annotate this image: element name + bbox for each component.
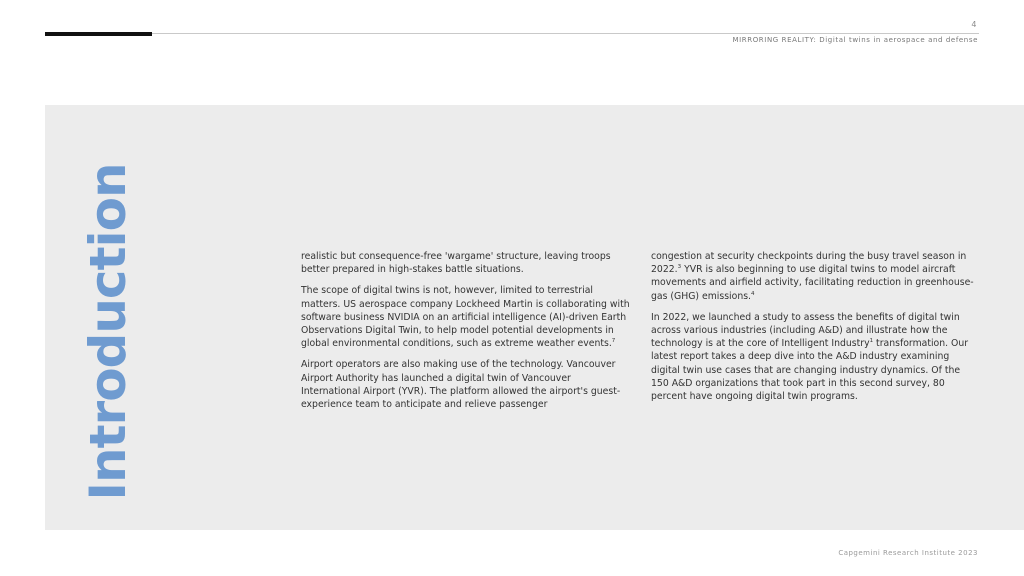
right-paragraph-2-text-a: In 2022, we launched a study to assess the benefits of digital twin across various industries (including A&D) and illustrate how the technology is at the core of Intelligent Industry — [651, 311, 960, 350]
section-title: Introduction — [79, 163, 137, 501]
footnote-ref: 1 — [869, 338, 874, 345]
running-title: MIRRORING REALITY: Digital twins in aerospace and defense — [732, 36, 978, 44]
page-number: 4 — [971, 20, 977, 29]
header-accent-bar — [45, 32, 152, 36]
footnote-ref: 4 — [751, 290, 755, 297]
footnote-ref: 3 — [677, 264, 682, 271]
right-paragraph-2-text-b: transformation. Our latest report takes a deep dive into the A&D industry examining digital twin use cases that are changing industry dynamics. Of the 150 A&D organizations that took part in this second survey, 80 percent have ongoing digital twin programs. — [651, 338, 969, 403]
left-paragraph-2-text: The scope of digital twins is not, however, limited to terrestrial matters. US aerospace company Lockheed Martin is collaborating with software business NVIDIA on an artificial intelligence (AI)-driven Earth Observations Digital Twin, to help model potential developments in global environmental conditions, such as extreme weather events. — [301, 285, 630, 350]
header-rule — [45, 33, 979, 34]
right-paragraph-2 — [651, 311, 976, 403]
footer-credit: Capgemini Research Institute 2023 — [838, 549, 978, 557]
left-paragraph-2 — [301, 284, 631, 350]
right-column — [651, 250, 976, 411]
left-paragraph-3: Airport operators are also making use of the technology. Vancouver Airport Authority has launched a digital twin of Vancouver International Airport (YVR). The platform allowed the airport's guest-experience team to anticipate and relieve passenger — [301, 359, 621, 411]
right-paragraph-1-text-b: YVR is also beginning to use digital twins to model aircraft movements and airfield activity, facilitating reduction in greenhouse-gas (GHG) emissions. — [651, 264, 974, 302]
right-paragraph-1 — [651, 250, 976, 303]
left-paragraph-1: realistic but consequence-free 'wargame' structure, leaving troops better prepared in high-stakes battle situations. — [301, 251, 611, 276]
right-paragraph-1-text-a: congestion at security checkpoints during the busy travel season in 2022. — [651, 251, 967, 276]
left-column — [301, 250, 631, 419]
footnote-ref: 7 — [611, 338, 616, 345]
